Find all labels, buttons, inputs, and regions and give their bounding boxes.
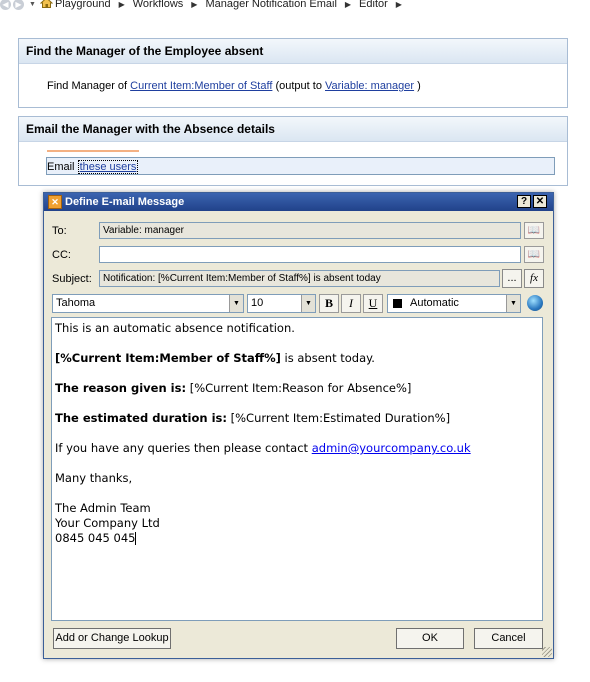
breadcrumb-separator-icon: ▶ xyxy=(191,0,198,9)
member-of-staff-link[interactable]: Current Item:Member of Staff xyxy=(130,80,273,92)
spellcheck-globe-icon[interactable] xyxy=(527,295,543,311)
home-icon xyxy=(40,0,53,11)
chevron-down-icon: ▼ xyxy=(229,295,243,312)
these-users-link[interactable]: these users xyxy=(79,161,137,173)
body-text: 0845 045 045 xyxy=(55,531,136,545)
text-caret xyxy=(135,532,136,545)
workflow-step-find-manager xyxy=(18,38,568,108)
color-select[interactable] xyxy=(387,294,521,313)
breadcrumb-separator-icon: ▶ xyxy=(344,0,352,9)
font-select[interactable] xyxy=(52,294,244,313)
body-line xyxy=(55,441,471,455)
cancel-button[interactable]: Cancel xyxy=(474,628,543,649)
output-variable-link[interactable]: Variable: manager xyxy=(325,80,415,92)
dialog-title-bar[interactable] xyxy=(44,193,553,211)
address-book-icon: 📖 xyxy=(527,249,541,260)
body-line xyxy=(55,411,450,425)
breadcrumb-separator-icon: ▶ xyxy=(395,0,402,9)
action-text: (output to xyxy=(272,80,325,92)
body-line: Many thanks, xyxy=(55,471,133,485)
subject-builder-button[interactable]: ... xyxy=(502,269,522,288)
message-body-editor[interactable] xyxy=(51,317,543,621)
back-arrow-icon[interactable]: ◀ xyxy=(0,0,11,10)
body-line: The Admin Team xyxy=(55,501,151,515)
italic-button[interactable]: I xyxy=(341,294,361,313)
body-bold-text: The estimated duration is: xyxy=(55,411,227,425)
size-value: 10 xyxy=(251,297,264,309)
insertion-indicator xyxy=(47,150,139,152)
close-button[interactable]: ✕ xyxy=(533,195,547,208)
breadcrumb-separator-icon: ▶ xyxy=(118,0,125,9)
bold-button[interactable]: B xyxy=(319,294,339,313)
resize-grip-icon[interactable] xyxy=(542,647,552,657)
body-text: [%Current Item:Estimated Duration%] xyxy=(226,411,451,425)
action-text: Email xyxy=(47,161,78,173)
to-label: To: xyxy=(52,225,67,237)
formula-button[interactable]: fx xyxy=(524,269,544,288)
define-email-dialog xyxy=(43,192,554,659)
body-bold-text: The reason given is: xyxy=(55,381,187,395)
size-select[interactable] xyxy=(247,294,316,313)
color-value: Automatic xyxy=(410,297,459,309)
body-bold-text: [%Current Item:Member of Staff%] xyxy=(55,351,281,365)
breadcrumb-item-playground[interactable]: Playground xyxy=(54,0,111,10)
body-line xyxy=(55,351,375,365)
underline-button[interactable]: U xyxy=(363,294,383,313)
body-text: is absent today. xyxy=(280,351,375,365)
ok-button[interactable]: OK xyxy=(396,628,464,649)
chevron-down-icon: ▼ xyxy=(301,295,315,312)
address-book-icon: 📖 xyxy=(527,225,541,236)
help-button[interactable]: ? xyxy=(517,195,531,208)
to-address-book-button[interactable] xyxy=(524,222,544,239)
dialog-title: Define E-mail Message xyxy=(65,196,185,208)
breadcrumb-item-workflow[interactable]: Manager Notification Email xyxy=(205,0,337,10)
subject-field[interactable]: Notification: [%Current Item:Member of Staff%] is absent today xyxy=(99,270,500,287)
chevron-down-icon: ▼ xyxy=(506,295,520,312)
cc-field[interactable] xyxy=(99,246,521,263)
breadcrumb-item-editor[interactable]: Editor xyxy=(359,0,388,10)
body-text: [%Current Item:Reason for Absence%] xyxy=(186,381,412,395)
action-text: Find Manager of xyxy=(47,80,131,92)
forward-arrow-icon[interactable]: ▶ xyxy=(13,0,24,10)
step-title: Email the Manager with the Absence details xyxy=(19,117,567,142)
body-line: This is an automatic absence notification. xyxy=(55,321,295,335)
step-title: Find the Manager of the Employee absent xyxy=(19,39,567,64)
font-value: Tahoma xyxy=(56,297,96,309)
navigation-bar xyxy=(0,0,590,12)
add-lookup-button[interactable]: Add or Change Lookup xyxy=(53,628,171,649)
action-text: ) xyxy=(414,80,421,92)
breadcrumb xyxy=(0,0,410,11)
step-action-find-manager xyxy=(47,80,421,92)
body-text: If you have any queries then please contact xyxy=(55,441,312,455)
history-dropdown-icon[interactable]: ▼ xyxy=(29,0,36,8)
subject-label: Subject: xyxy=(52,273,92,285)
step-action-email[interactable] xyxy=(46,157,555,175)
workflow-step-email-manager xyxy=(18,116,568,186)
color-swatch xyxy=(393,299,402,308)
breadcrumb-item-workflows[interactable]: Workflows xyxy=(132,0,184,10)
body-line: Your Company Ltd xyxy=(55,516,160,530)
email-link[interactable]: admin@yourcompany.co.uk xyxy=(311,441,471,455)
cc-address-book-button[interactable] xyxy=(524,246,544,263)
to-field[interactable]: Variable: manager xyxy=(99,222,521,239)
body-line xyxy=(55,381,411,395)
cc-label: CC: xyxy=(52,249,71,261)
designer-app-icon: ✕ xyxy=(48,195,62,209)
body-line xyxy=(55,531,136,545)
